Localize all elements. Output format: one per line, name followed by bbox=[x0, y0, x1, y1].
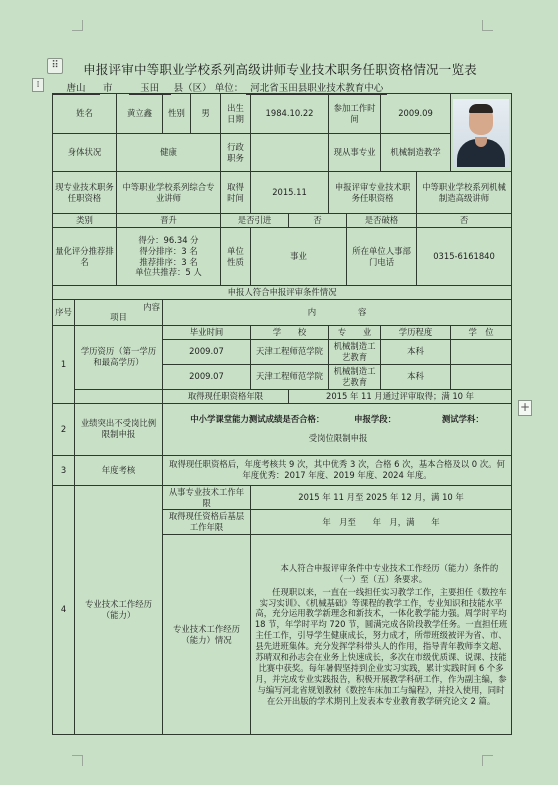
exp-intro: 本人符合申报评审条件中专业技术工作经历（能力）条件的（一）至（五）条要求。 bbox=[280, 562, 499, 584]
edu-h-school: 学 校 bbox=[251, 325, 329, 339]
col-header-content-bottom: 项目 bbox=[110, 312, 127, 323]
table-move-handle-icon[interactable]: ⁞ bbox=[32, 78, 44, 92]
edu-school: 天津工程师范学院 bbox=[251, 339, 329, 364]
col-header-content-top: 内容 bbox=[143, 301, 160, 312]
annual-label: 年度考核 bbox=[75, 455, 163, 485]
hr-phone-value: 0315-6161840 bbox=[417, 228, 512, 286]
category-value: 晋升 bbox=[117, 214, 221, 228]
edu-label: 学历资历（第一学历和最高学历） bbox=[75, 325, 163, 389]
col-header-no: 序号 bbox=[53, 299, 75, 325]
exp-label: 专业技术工作经历（能力） bbox=[75, 485, 163, 735]
score-line: 推荐排序：3 名 bbox=[139, 256, 198, 267]
perf-stage-label: 申报学段： bbox=[354, 414, 397, 425]
exp-body bbox=[251, 535, 512, 735]
obtain-value: 2015.11 bbox=[251, 172, 329, 214]
category-label: 类别 bbox=[53, 214, 117, 228]
edu-major: 机械制造工艺教育 bbox=[329, 339, 381, 364]
perf-test-label: 中小学课堂能力测试成绩是否合格： bbox=[190, 414, 325, 425]
edu-h-level: 学历程度 bbox=[381, 325, 451, 339]
hr-phone-label: 所在单位人事部门电话 bbox=[347, 228, 417, 286]
edu-no: 1 bbox=[53, 325, 75, 403]
edu-h-time: 毕业时间 bbox=[163, 325, 251, 339]
edu-level: 本科 bbox=[381, 339, 451, 364]
admin-value bbox=[251, 134, 329, 172]
table-drag-handle-icon[interactable]: ⠿ bbox=[47, 58, 63, 74]
edu-degree bbox=[451, 339, 512, 364]
edu-time: 2009.07 bbox=[163, 364, 251, 389]
annual-no: 3 bbox=[53, 455, 75, 485]
work-years-value: 2015 年 11 月至 2025 年 12 月，满 10 年 bbox=[251, 485, 512, 510]
score-label: 量化评分推荐排名 bbox=[53, 228, 117, 286]
edu-h-major: 专 业 bbox=[329, 325, 381, 339]
name-label: 姓名 bbox=[53, 94, 117, 134]
score-line: 得分：96.34 分 bbox=[138, 234, 199, 245]
health-label: 身体状况 bbox=[53, 134, 117, 172]
edu-empty bbox=[75, 389, 163, 403]
unit-name: 河北省玉田县职业技术教育中心 bbox=[246, 80, 387, 95]
current-title-label: 现专业技术职务任职资格 bbox=[53, 172, 117, 214]
exception-label: 是否破格 bbox=[347, 214, 417, 228]
col-header-content: 内 容 bbox=[163, 299, 512, 325]
current-major-value: 机械制造教学 bbox=[381, 134, 451, 172]
obtain-label: 取得时间 bbox=[221, 172, 251, 214]
crop-mark-bottom-right bbox=[482, 755, 493, 766]
edu-level: 本科 bbox=[381, 364, 451, 389]
score-lines bbox=[117, 228, 221, 286]
unit-nature-label: 单位性质 bbox=[221, 228, 251, 286]
name-value: 黄立鑫 bbox=[117, 94, 163, 134]
current-title-value: 中等职业学校系列综合专业讲师 bbox=[117, 172, 221, 214]
introduced-label: 是否引进 bbox=[221, 214, 289, 228]
edu-degree bbox=[451, 364, 512, 389]
birth-value: 1984.10.22 bbox=[251, 94, 329, 134]
perf-line-1 bbox=[165, 414, 509, 425]
city-suffix: 市 bbox=[103, 83, 113, 94]
qual-value: 2015 年 11 月通过评审取得；满 10 年 bbox=[289, 389, 512, 403]
exp-no: 4 bbox=[53, 485, 75, 735]
col-header-item bbox=[75, 299, 163, 325]
base-years-value: 年 月至 年 月，满 年 bbox=[251, 510, 512, 535]
current-major-label: 现从事专业 bbox=[329, 134, 381, 172]
health-value: 健康 bbox=[117, 134, 221, 172]
apply-title-value: 中等职业学校系列机械制造高级讲师 bbox=[417, 172, 512, 214]
perf-no: 2 bbox=[53, 403, 75, 455]
unit-label: 单位： bbox=[214, 83, 244, 94]
county-value: 玉田 bbox=[129, 80, 171, 95]
exception-value: 否 bbox=[417, 214, 512, 228]
county-suffix: 县（区） bbox=[173, 83, 212, 94]
add-column-icon[interactable]: + bbox=[519, 400, 531, 414]
apply-title-label: 申报评审专业技术职务任职资格 bbox=[329, 172, 417, 214]
unit-nature-value: 事业 bbox=[251, 228, 347, 286]
crop-mark-top-left bbox=[72, 20, 83, 31]
conditions-header: 申报人符合申报评审条件情况 bbox=[53, 286, 512, 300]
page-title: 申报评审中等职业学校系列高级讲师专业技术职务任职资格情况一览表 bbox=[83, 62, 477, 77]
admin-label: 行政职务 bbox=[221, 134, 251, 172]
perf-subject-label: 测试学科： bbox=[441, 414, 484, 425]
edu-h-degree: 学 位 bbox=[451, 325, 512, 339]
portrait-photo bbox=[453, 99, 509, 167]
work-start-label: 参加工作时间 bbox=[329, 94, 381, 134]
info-table bbox=[52, 93, 512, 735]
birth-label: 出生日期 bbox=[221, 94, 251, 134]
edu-school: 天津工程师范学院 bbox=[251, 364, 329, 389]
exp-sub-label: 专业技术工作经历（能力）情况 bbox=[163, 535, 251, 735]
photo-cell bbox=[451, 94, 512, 172]
perf-label: 业绩突出不受岗比例限制申报 bbox=[75, 403, 163, 455]
annual-text: 取得现任职资格后，年度考核共 9 次，其中优秀 3 次，合格 6 次，基本合格及以 0 次。何年度优秀：2017 年度、2019 年度、2024 年度。 bbox=[163, 455, 512, 485]
exp-body-text: 任现职以来，一直在一线担任实习教学工作，主要担任《数控车实习实训》、《机械基础》等课程的教学工作，专业知识和技能水平高，充分运用教学新理念和新技术，一体化教学能力强。周学时平均 18 节，年学时平均 720 节，圆满完成各阶段教学任务。一直担任班主任工作，引导学生健康成长，努力成才，所带班级被评为省、市、县先进班集体。充分发挥学科带头人的作用，指导青年教师李文超、苏晴双和孙志会在业务上快速成长，多次在市级优质课、说课、技能比赛中获奖。每年暑假坚持到企业实习实践，累计实践时间 6 个多月，并完成专业实践报告，积极开展教学科研工作，作为副主编，参与编写河北省规划教材《数控车床加工与编程》，并投入使用，同时在公开出版的学术期刊上发表本专业教育教学研究论文 2 篇。 bbox=[254, 586, 508, 706]
score-line: 单位共推荐：5 人 bbox=[135, 267, 202, 278]
qual-label: 取得现任职资格年限 bbox=[163, 389, 289, 403]
city-value: 唐山 bbox=[52, 80, 100, 95]
edu-time: 2009.07 bbox=[163, 339, 251, 364]
perf-line-2: 受岗位限制申报 bbox=[308, 433, 368, 444]
work-years-label: 从事专业技术工作年限 bbox=[163, 485, 251, 510]
gender-label: 性别 bbox=[163, 94, 191, 134]
edu-major: 机械制造工艺教育 bbox=[329, 364, 381, 389]
crop-mark-bottom-left bbox=[72, 755, 83, 766]
gender-value: 男 bbox=[191, 94, 221, 134]
base-years-label: 取得现任资格后基层工作年限 bbox=[163, 510, 251, 535]
work-start-value: 2009.09 bbox=[381, 94, 451, 134]
perf-content bbox=[163, 403, 512, 455]
introduced-value: 否 bbox=[289, 214, 347, 228]
crop-mark-top-right bbox=[482, 20, 493, 31]
score-line: 得分排序：3 名 bbox=[139, 245, 198, 256]
